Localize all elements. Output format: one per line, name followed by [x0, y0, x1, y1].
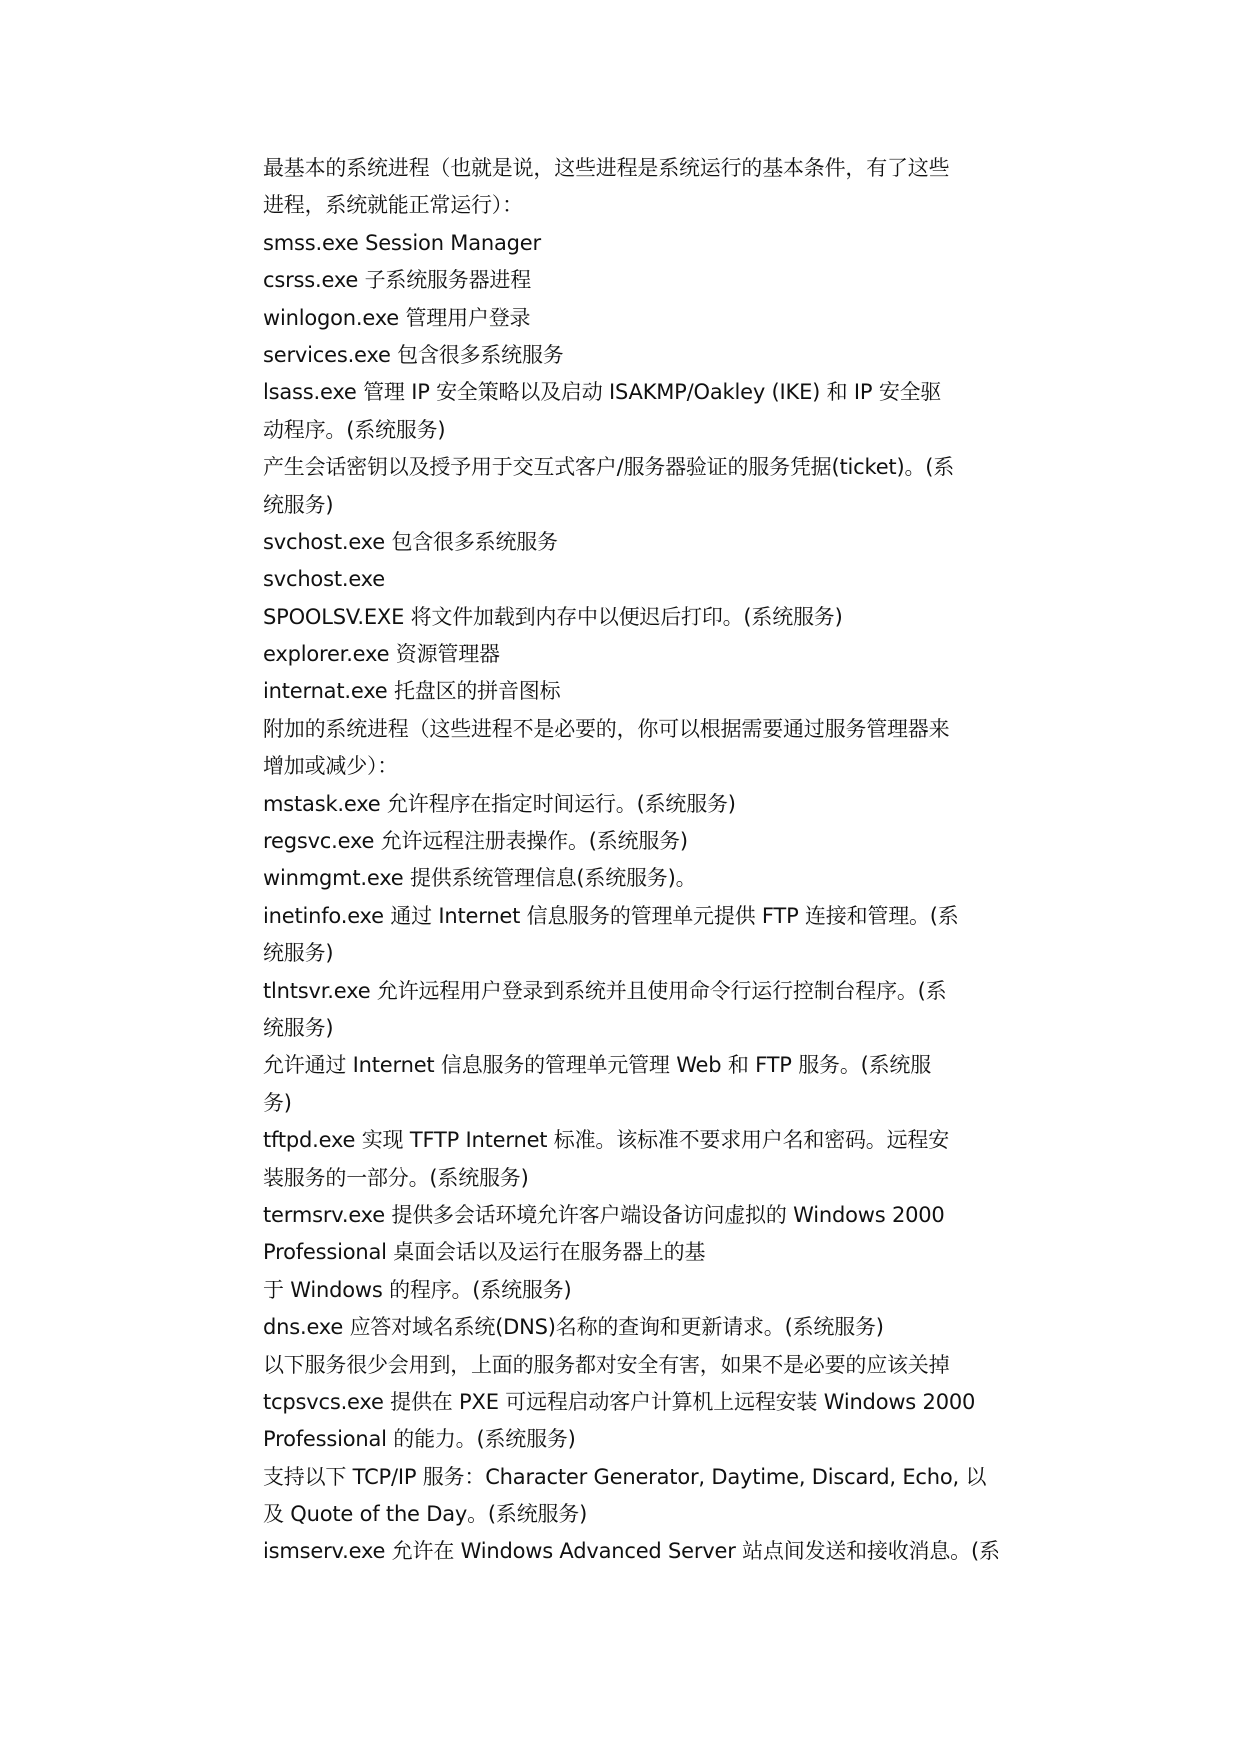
text-line: winmgmt.exe 提供系统管理信息(系统服务)。	[263, 866, 697, 891]
text-line: explorer.exe 资源管理器	[263, 642, 500, 667]
text-line: Professional 的能力。(系统服务)	[263, 1427, 576, 1452]
text-line: lsass.exe 管理 IP 安全策略以及启动 ISAKMP/Oakley (IKE) 和 IP 安全驱	[263, 380, 942, 405]
text-line: mstask.exe 允许程序在指定时间运行。(系统服务)	[263, 791, 736, 816]
text-line: 装服务的一部分。(系统服务)	[263, 1165, 529, 1190]
text-line: 务)	[263, 1090, 292, 1115]
text-line: regsvc.exe 允许远程注册表操作。(系统服务)	[263, 829, 688, 854]
text-line: Professional 桌面会话以及运行在服务器上的基	[263, 1240, 706, 1265]
text-line: dns.exe 应答对域名系统(DNS)名称的查询和更新请求。(系统服务)	[263, 1315, 884, 1340]
text-line: 增加或减少）：	[263, 754, 399, 779]
text-line: tlntsvr.exe 允许远程用户登录到系统并且使用命令行运行控制台程序。(系	[263, 978, 947, 1003]
text-line: 进程，系统就能正常运行）：	[263, 193, 523, 218]
text-line: internat.exe 托盘区的拼音图标	[263, 679, 561, 704]
text-line: 统服务)	[263, 941, 334, 966]
text-line: 附加的系统进程（这些进程不是必要的，你可以根据需要通过服务管理器来	[263, 716, 950, 741]
text-line: inetinfo.exe 通过 Internet 信息服务的管理单元提供 FTP 连接和管理。(系	[263, 903, 959, 928]
text-line: 以下服务很少会用到，上面的服务都对安全有害，如果不是必要的应该关掉	[263, 1352, 950, 1377]
text-line: SPOOLSV.EXE 将文件加载到内存中以便迟后打印。(系统服务)	[263, 604, 843, 629]
text-line: 支持以下 TCP/IP 服务：Character Generator, Daytime, Discard, Echo, 以	[263, 1464, 987, 1489]
text-line: termsrv.exe 提供多会话环境允许客户端设备访问虚拟的 Windows 2000	[263, 1202, 945, 1227]
text-line: 及 Quote of the Day。(系统服务)	[263, 1502, 588, 1527]
text-line: tcpsvcs.exe 提供在 PXE 可远程启动客户计算机上远程安装 Windows 2000	[263, 1389, 976, 1414]
text-line: 允许通过 Internet 信息服务的管理单元管理 Web 和 FTP 服务。(系统服	[263, 1053, 932, 1078]
text-line: 统服务)	[263, 1015, 334, 1040]
text-line: svchost.exe 包含很多系统服务	[263, 529, 558, 554]
text-line: ismserv.exe 允许在 Windows Advanced Server 站点间发送和接收消息。(系	[263, 1539, 1000, 1564]
document-body	[263, 150, 1003, 1571]
text-line: csrss.exe 子系统服务器进程	[263, 268, 532, 293]
text-line: 产生会话密钥以及授予用于交互式客户/服务器验证的服务凭据(ticket)。(系	[263, 455, 955, 480]
text-line: smss.exe Session Manager	[263, 230, 541, 255]
text-line: services.exe 包含很多系统服务	[263, 342, 564, 367]
text-line: tftpd.exe 实现 TFTP Internet 标准。该标准不要求用户名和密码。远程安	[263, 1128, 949, 1153]
text-line: 统服务)	[263, 492, 334, 517]
text-line: svchost.exe	[263, 567, 385, 592]
text-line: winlogon.exe 管理用户登录	[263, 305, 531, 330]
text-line: 动程序。(系统服务)	[263, 417, 446, 442]
text-line: 最基本的系统进程（也就是说，这些进程是系统运行的基本条件，有了这些	[263, 156, 950, 180]
text-line: 于 Windows 的程序。(系统服务)	[263, 1277, 572, 1302]
